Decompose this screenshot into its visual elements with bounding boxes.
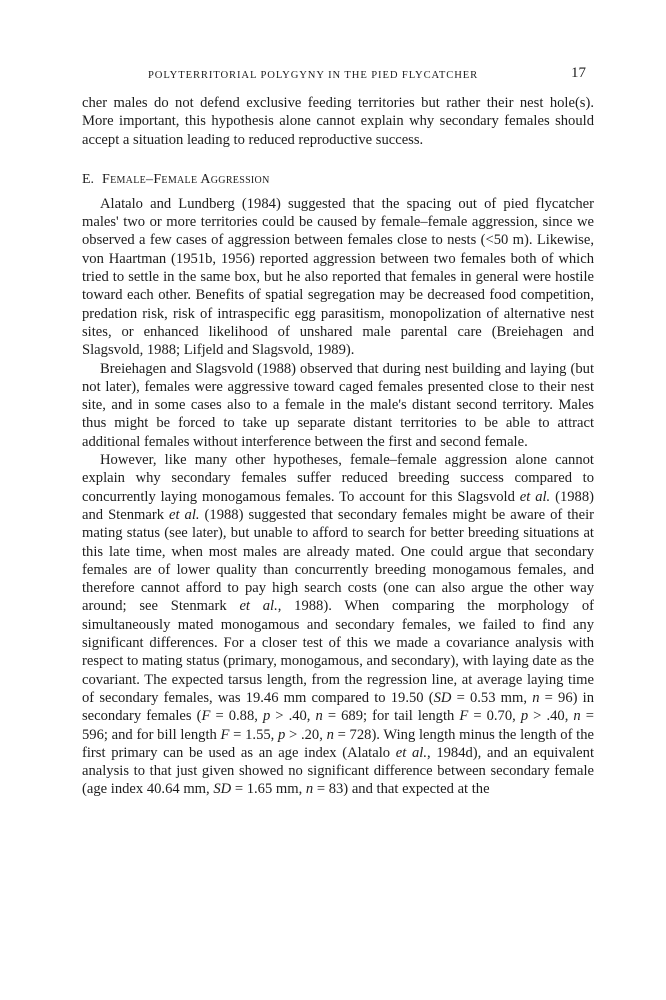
stat-f: F (459, 708, 469, 725)
text-run: = 96) in secondary females ( (82, 689, 595, 725)
citation-et-al: et al. (169, 506, 200, 523)
text-run: > .20, (285, 726, 327, 743)
text-run: = 596; and for bill length (82, 708, 594, 743)
text-run: > .40, (528, 708, 574, 725)
text-run: = 689; for tail length (322, 708, 460, 725)
citation-et-al: et al. (239, 598, 278, 615)
body-text (82, 94, 594, 799)
text-run: = 0.88, (210, 708, 263, 725)
text-run: = 728). Wing length minus the length of the first primary can be used as an age index (Alatalo (82, 726, 594, 761)
section-letter: E. (82, 171, 95, 187)
citation-et-al: et al. (519, 488, 551, 505)
text-run: , 1984d), and an equivalent analysis to that just given showed no significant difference between secondary female (age index 40.64 mm, (82, 744, 594, 798)
text-run: = 83) and that expected at the (313, 781, 490, 798)
section-title: Female–Female Aggression (102, 171, 270, 187)
text-run: (1988) suggested that secondary females might be aware of their mating status (see later), but unable to afford to search for better breeding situations at this late time, when most males are already mated. One could argue that secondary females are of lower quality than concurrently breeding monogamous females, and therefore cannot afford to pay high search costs (one can also argue the other way around; see Stenmark (82, 506, 594, 615)
text-run: = 1.55, (229, 726, 279, 743)
page-number: 17 (571, 65, 586, 81)
text-run: , 1988). When comparing the morphology of simultaneously mated monogamous and secondary females, we failed to find any significant differences. For a closer test of this we made a covariance analysis with respect to mating status (primary, monogamous, and secondary), with laying date as the covariant. The expected tarsus length, from the regression line, at average laying time of secondary females, was 19.46 mm compared to 19.50 ( (82, 598, 594, 706)
running-title: POLYTERRITORIAL POLYGYNY IN THE PIED FLYCATCHER (148, 70, 479, 81)
stat-n: n (326, 726, 334, 743)
text-run: However, like many other hypotheses, female–female aggression alone cannot explain why secondary females suffer reduced breeding success compared to concurrently laying monogamous females. To account for this Slagsvold (82, 452, 594, 505)
stat-n: n (532, 689, 540, 706)
running-head (82, 62, 594, 86)
stat-sd: SD (213, 781, 232, 798)
stat-f: F (201, 708, 211, 725)
text-run: = 0.70, (468, 708, 521, 725)
stat-n: n (315, 708, 323, 725)
stat-p: p (520, 708, 529, 725)
paragraph-caged-females: Breiehagen and Slagsvold (1988) observed that during nest building and laying (but not later), females were aggressive toward caged females presented close to their nest site, and in some cases also to a female in the male's distant second territory. Males thus might be forced to take up separate distant territories to be able to attract additional females without interference between the first and second female. (82, 360, 594, 450)
stat-f: F (220, 726, 230, 743)
text-run: (1988) and Stenmark (82, 488, 595, 523)
citation-et-al: et al. (395, 744, 427, 761)
book-page (82, 62, 594, 799)
stat-sd: SD (433, 689, 452, 706)
paragraph-spacing-aggression: Alatalo and Lundberg (1984) suggested that the spacing out of pied flycatcher males' two or more territories could be caused by female–female aggression, since we observed a few cases of aggression between females close to nests (<50 m). Likewise, von Haartman (1951b, 1956) reported aggression between two females both of which tried to settle in the same box, but he also reported that females in general were hostile toward each other. Benefits of spatial segregation may be decreased food competition, predation risk, risk of intraspecific egg parasitism, monopolization of alternative nest sites, or enhanced likelihood of unshared male parental care (Breiehagen and Slagsvold, 1988; Lifjeld and Slagsvold, 1989). (82, 195, 594, 359)
text-run: = 1.65 mm, (231, 781, 306, 798)
paragraph-covariance-analysis (82, 451, 594, 799)
stat-p: p (262, 708, 271, 725)
stat-n: n (573, 708, 581, 725)
text-run: > .40, (270, 708, 316, 725)
section-heading (82, 171, 594, 189)
text-run: = 0.53 mm, (451, 689, 533, 706)
paragraph-continued: cher males do not defend exclusive feeding territories but rather their nest hole(s). More important, this hypothesis alone cannot explain why secondary females should accept a situation leading to reduced reproductive success. (82, 95, 594, 148)
stat-p: p (278, 726, 286, 743)
stat-n: n (305, 781, 314, 798)
